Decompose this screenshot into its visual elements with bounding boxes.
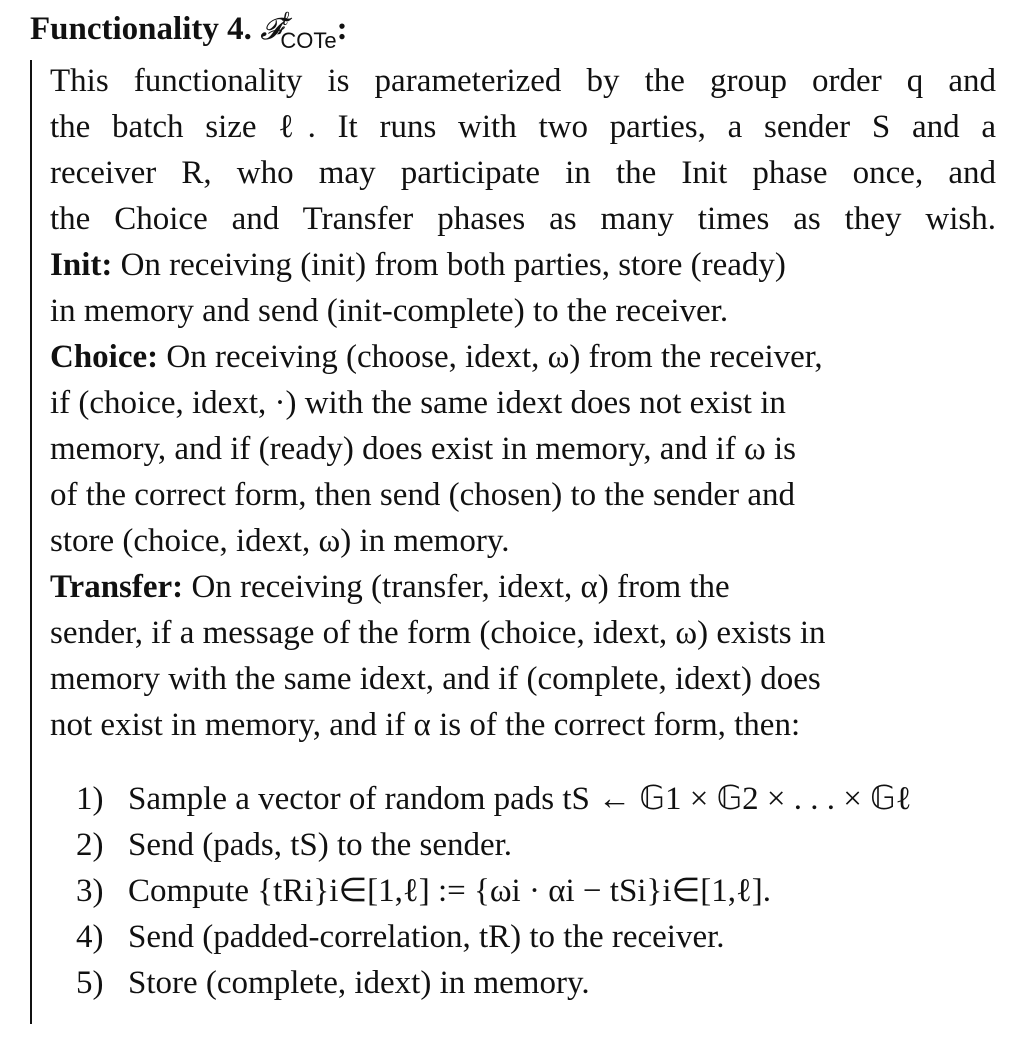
choice-line-5: store (choice, idext, ω) in memory. <box>50 523 510 559</box>
functionality-title <box>30 6 348 57</box>
transfer-steps-list <box>76 776 912 1006</box>
step-item <box>76 868 912 914</box>
step-text: Store (complete, idext) in memory. <box>128 965 590 1001</box>
transfer-line-4: not exist in memory, and if α is of the correct form, then: <box>50 707 801 743</box>
step-number: 1) <box>76 781 104 817</box>
transfer-line-2: sender, if a message of the form (choice, idext, ω) exists in <box>50 615 826 651</box>
choice-label: Choice: <box>50 339 159 375</box>
choice-text-1: On receiving (choose, idext, ω) from the receiver, <box>166 339 823 375</box>
step-number: 5) <box>76 965 104 1001</box>
choice-line-4: of the correct form, then send (chosen) to the sender and <box>50 477 795 513</box>
title-subscript: COTe <box>280 28 337 53</box>
intro-line-4: the Choice and Transfer phases as many times as they wish. <box>50 201 996 237</box>
choice-line-2: if (choice, idext, ·) with the same idext does not exist in <box>50 385 786 421</box>
step-number: 3) <box>76 873 104 909</box>
step-item <box>76 914 912 960</box>
functionality-body <box>50 58 996 748</box>
intro-line-3: receiver R, who may participate in the Init phase once, and <box>50 155 996 191</box>
init-label: Init: <box>50 247 113 283</box>
title-label: Functionality 4. <box>30 11 252 47</box>
transfer-text-1: On receiving (transfer, idext, α) from the <box>191 569 730 605</box>
transfer-line-1 <box>50 564 996 610</box>
title-symbol: 𝓕 <box>260 12 283 47</box>
step-text: Send (pads, tS) to the sender. <box>128 827 513 863</box>
step-number: 2) <box>76 827 104 863</box>
choice-line-1 <box>50 334 996 380</box>
intro-line-1: This functionality is parameterized by the group order q and <box>50 63 996 99</box>
init-line-1 <box>50 242 996 288</box>
transfer-line-3: memory with the same idext, and if (complete, idext) does <box>50 661 821 697</box>
left-margin-rule <box>30 60 32 1024</box>
step-item <box>76 776 912 822</box>
step-item <box>76 960 912 1006</box>
init-line-2: in memory and send (init-complete) to the receiver. <box>50 293 729 329</box>
title-superscript: ℓ <box>282 9 289 30</box>
step-text: Sample a vector of random pads tS ← 𝔾1 × 𝔾2 × . . . × 𝔾ℓ <box>128 781 912 817</box>
intro-line-2: the batch size ℓ. It runs with two parties, a sender S and a <box>50 109 996 145</box>
choice-line-3: memory, and if (ready) does exist in memory, and if ω is <box>50 431 796 467</box>
step-number: 4) <box>76 919 104 955</box>
step-text: Compute {tRi}i∈[1,ℓ] := {ωi · αi − tSi}i∈[1,ℓ]. <box>128 873 772 909</box>
step-text: Send (padded-correlation, tR) to the receiver. <box>128 919 725 955</box>
init-text-1: On receiving (init) from both parties, store (ready) <box>120 247 786 283</box>
transfer-label: Transfer: <box>50 569 184 605</box>
title-colon: : <box>336 11 348 47</box>
step-item <box>76 822 912 868</box>
